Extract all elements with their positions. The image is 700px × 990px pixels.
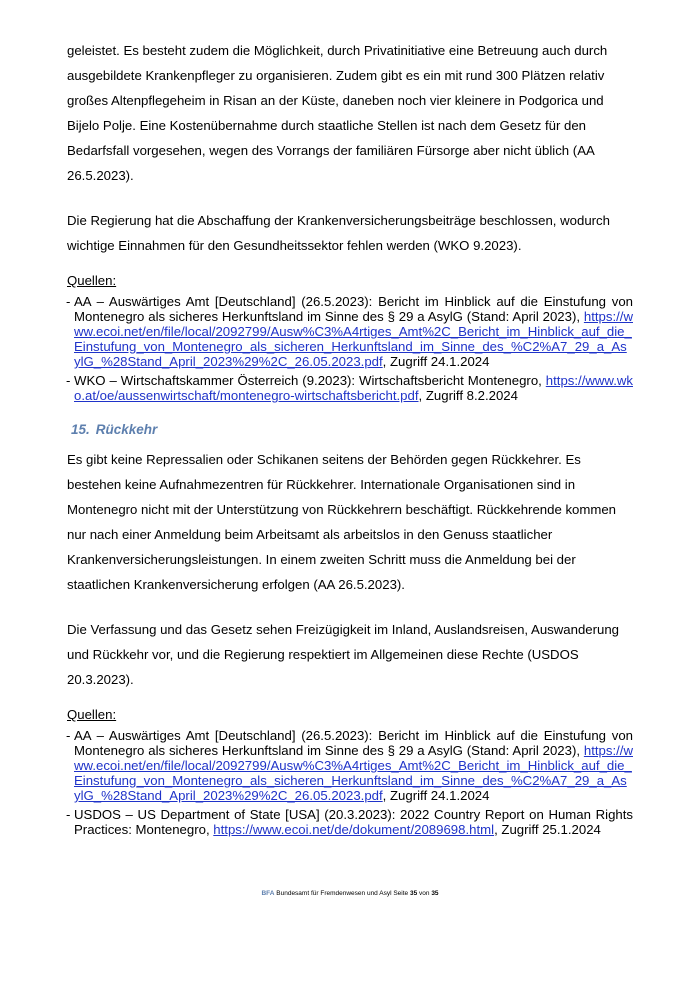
source-item: - USDOS – US Department of State [USA] (20.3.2023): 2022 Country Report on Human Rights Practices: Montenegro, https://www.ecoi.net/de/dokument/2089698.html, Zugriff 25.1.2024 [66,807,633,837]
source-link[interactable]: https://www.wko.at/oe/aussenwirtschaft/montenegro-wirtschaftsbericht.pdf [74,373,633,403]
source-item: - AA – Auswärtiges Amt [Deutschland] (26.5.2023): Bericht im Hinblick auf die Einstufung von Montenegro als sicheres Herkunftsland im Sinne des § 29 a AsylG (Stand: April 2023), https://www.ecoi.net/en/file/local/2092799/Ausw%C3%A4rtiges_Amt%2C_Bericht_im_Hinblick_auf_die_Einstufung_von_Montenegro_als_sicheren_Herkunftsland_im_Sinne_des_%C2%A7_29_a_AsylG_%28Stand_April_2023%29%2C_26.05.2023.pdf, Zugriff 24.1.2024 [66,294,633,369]
body-paragraph: Die Regierung hat die Abschaffung der Krankenversicherungsbeiträge beschlossen, wodurch wichtige Einnahmen für den Gesundheitssektor fehlen werden (WKO 9.2023). [67,213,610,253]
source-item: - AA – Auswärtiges Amt [Deutschland] (26.5.2023): Bericht im Hinblick auf die Einstufung von Montenegro als sicheres Herkunftsland im Sinne des § 29 a AsylG (Stand: April 2023), https://www.ecoi.net/en/file/local/2092799/Ausw%C3%A4rtiges_Amt%2C_Bericht_im_Hinblick_auf_die_Einstufung_von_Montenegro_als_sicheren_Herkunftsland_im_Sinne_des_%C2%A7_29_a_AsylG_%28Stand_April_2023%29%2C_26.05.2023.pdf, Zugriff 24.1.2024 [66,728,633,803]
source-link[interactable]: https://www.ecoi.net/de/dokument/2089698.html [213,822,495,837]
section-title: Rückkehr [95,422,158,437]
page-footer [0,890,700,897]
body-paragraph: Es gibt keine Repressalien oder Schikanen seitens der Behörden gegen Rückkehrer. Es bestehen keine Aufnahmezentren für Rückkehrer. Internationale Organisationen sind in Montenegro nicht mit der Unterstützung von Rückkehrern beschäftigt. Rückkehrende kommen nur nach einer Anmeldung beim Arbeitsamt als arbeitslos in den Genuss staatlicher Krankenversicherungsleistungen. In einem zweiten Schritt muss die Anmeldung bei der staatlichen Krankenversicherung erfolgen (AA 26.5.2023). [67,452,617,592]
document-page [67,38,633,841]
body-paragraph: Die Verfassung und das Gesetz sehen Freizügigkeit im Inland, Auslandsreisen, Auswanderung und Rückkehr vor, und die Regierung respektiert im Allgemeinen diese Rechte (USDOS 20.3.2023). [67,622,620,687]
source-item: - WKO – Wirtschaftskammer Österreich (9.2023): Wirtschaftsbericht Montenegro, https://www.wko.at/oe/aussenwirtschaft/montenegro-wirtschaftsbericht.pdf, Zugriff 8.2.2024 [66,373,633,403]
sources-heading: Quellen: [67,273,117,288]
source-link[interactable]: https://www.ecoi.net/en/file/local/2092799/Ausw%C3%A4rtiges_Amt%2C_Bericht_im_Hinblick_auf_die_Einstufung_von_Montenegro_als_sicheren_Herkunftsland_im_Sinne_des_%C2%A7_29_a_AsylG_%28Stand_April_2023%29%2C_26.05.2023.pdf [74,743,633,803]
footer-page-total: 35 [431,890,439,897]
section-number: 15. [71,422,90,437]
source-list [67,728,633,837]
footer-brand: BFA [261,890,275,897]
sources-heading: Quellen: [67,707,117,722]
section-heading [67,421,633,439]
source-list [67,294,633,403]
footer-of: von [419,890,430,897]
source-link[interactable]: https://www.ecoi.net/en/file/local/2092799/Ausw%C3%A4rtiges_Amt%2C_Bericht_im_Hinblick_auf_die_Einstufung_von_Montenegro_als_sicheren_Herkunftsland_im_Sinne_des_%C2%A7_29_a_AsylG_%28Stand_April_2023%29%2C_26.05.2023.pdf [74,309,633,369]
body-paragraph: geleistet. Es besteht zudem die Möglichkeit, durch Privatinitiative eine Betreuung auch durch ausgebildete Krankenpfleger zu organisieren. Zudem gibt es ein mit rund 300 Plätzen relativ großes Altenpflegeheim in Risan an der Küste, daneben noch vier kleinere in Podgorica und Bijelo Polje. Eine Kostenübernahme durch staatliche Stellen ist nach dem Gesetz für den Bedarfsfall vorgesehen, wegen des Vorrangs der familiären Fürsorge aber nicht üblich (AA 26.5.2023). [67,43,608,183]
footer-text: Bundesamt für Fremdenwesen und Asyl Seite [276,890,409,897]
footer-page-number: 35 [409,890,418,897]
